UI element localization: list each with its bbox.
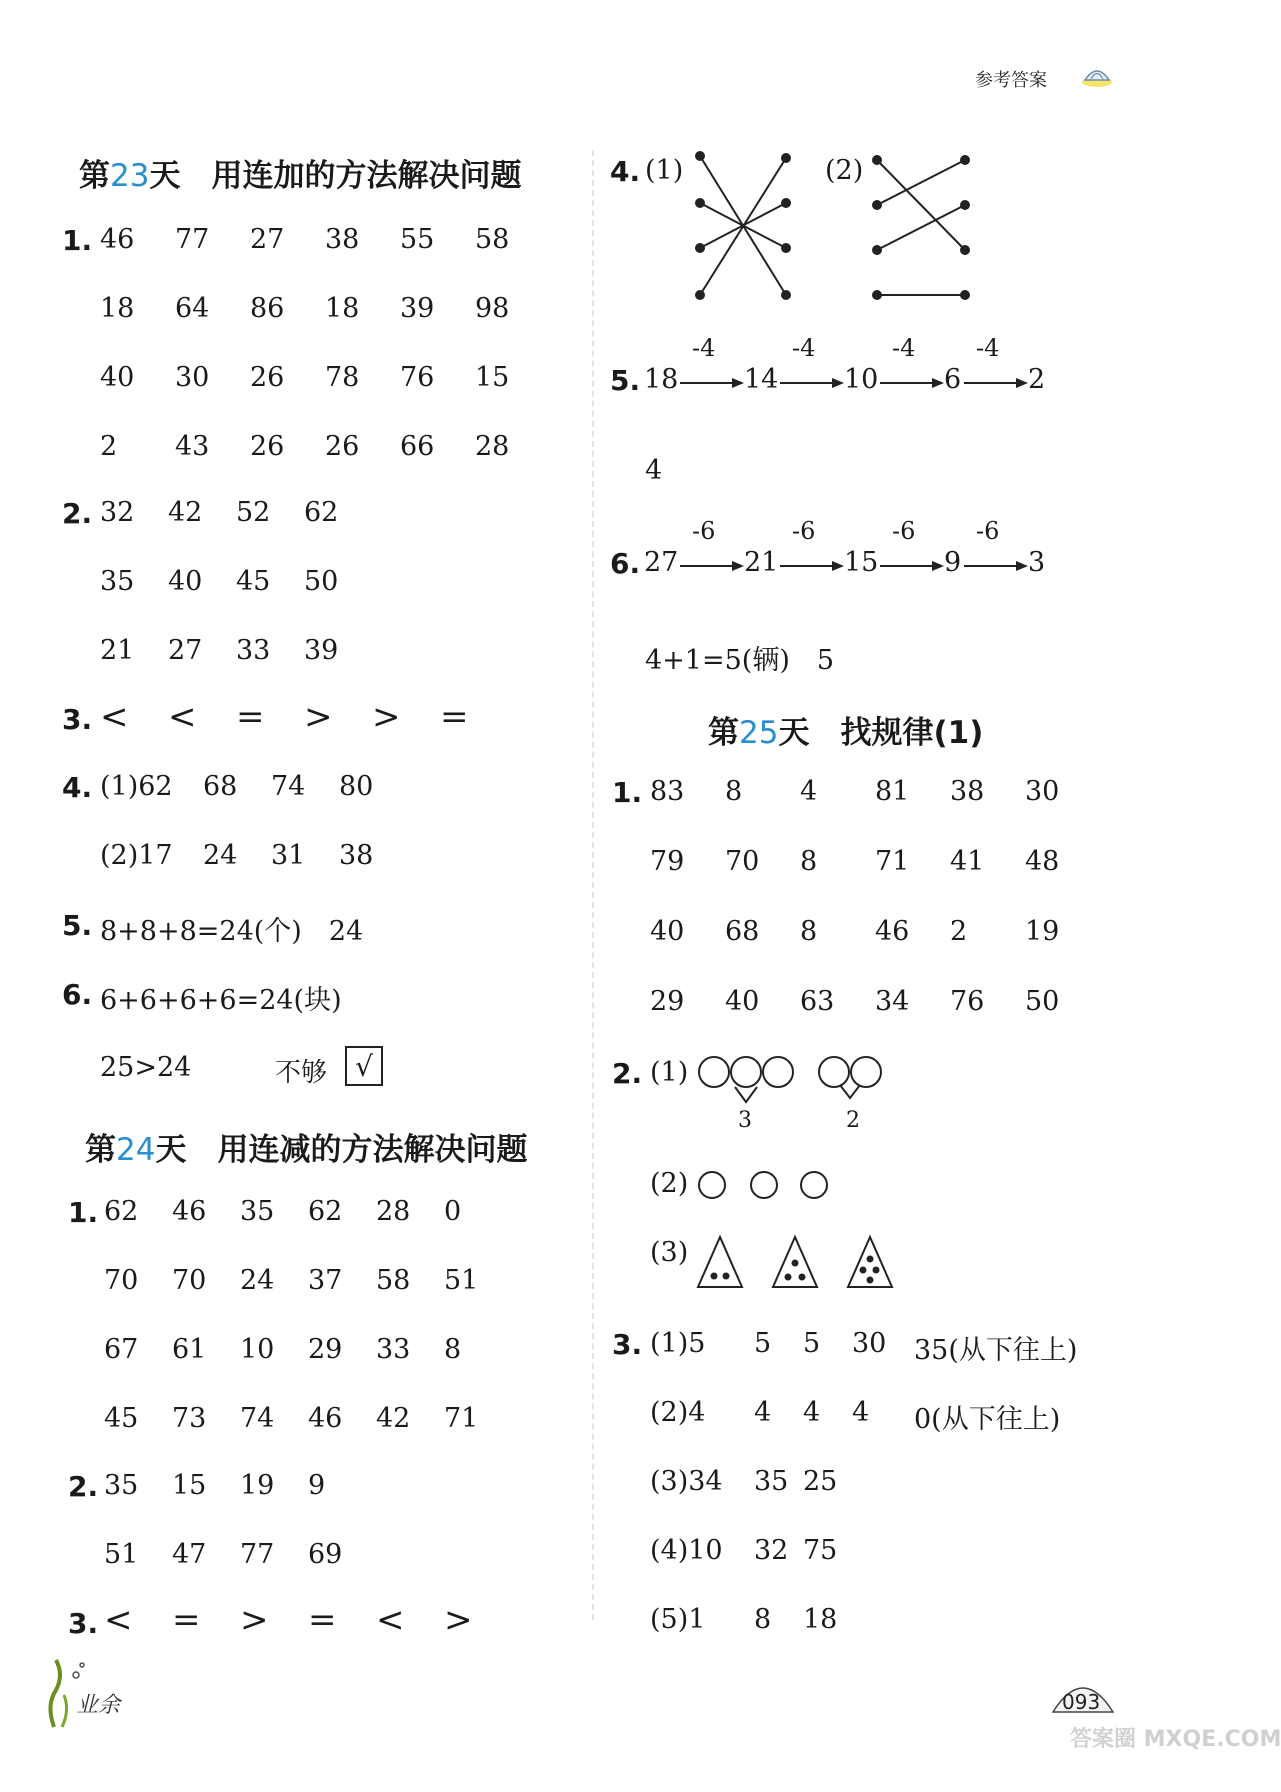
- answer-value: 38: [325, 224, 360, 255]
- answer-value: 39: [304, 635, 339, 666]
- answer-value: 68: [725, 916, 760, 947]
- question-number: 3.: [62, 703, 93, 736]
- answer-value: (5)1: [650, 1604, 706, 1635]
- question-number: 5.: [62, 909, 93, 942]
- answer-value: 9: [308, 1470, 326, 1501]
- check-box: √: [345, 1046, 383, 1086]
- answer-text: 4: [645, 455, 663, 486]
- answer-value: 26: [325, 431, 360, 462]
- answer-value: 42: [376, 1403, 411, 1434]
- question-number: 2.: [62, 497, 93, 530]
- section-title-day23: 第23天 用连加的方法解决问题: [79, 158, 522, 194]
- answer-value: 33: [376, 1334, 411, 1365]
- answer-value: 35: [100, 566, 135, 597]
- chain-operation: -6: [892, 517, 916, 545]
- answer-value: 76: [400, 362, 435, 393]
- answer-value: 33: [236, 635, 271, 666]
- chain-operation: -6: [976, 517, 1000, 545]
- answer-value: 8: [754, 1604, 772, 1635]
- answer-value: 75: [803, 1535, 838, 1566]
- chain-number: 18: [644, 364, 679, 395]
- chain-number: 10: [844, 364, 879, 395]
- answer-value: 24: [240, 1265, 275, 1296]
- answer-value: 70: [725, 846, 760, 877]
- arrow-icon: [680, 376, 746, 390]
- answer-value: 46: [308, 1403, 343, 1434]
- section-title-day24: 第24天 用连减的方法解决问题: [85, 1132, 528, 1168]
- answer-value: 8: [444, 1334, 462, 1365]
- answer-value: 15: [172, 1470, 207, 1501]
- answer-value: 27: [250, 224, 285, 255]
- answer-value: 74: [240, 1403, 275, 1434]
- question-number: 4.: [62, 771, 93, 804]
- answer-value: 70: [104, 1265, 139, 1296]
- answer-text: 6+6+6+6=24(块): [100, 985, 342, 1016]
- answer-value: 79: [650, 846, 685, 877]
- header-label: 参考答案: [975, 70, 1047, 91]
- part-label: (2): [650, 1168, 689, 1199]
- question-number: 6.: [62, 978, 93, 1011]
- footer-logo-text: 业余: [76, 1693, 121, 1718]
- comparison-sign: <: [168, 697, 197, 737]
- chain-operation: -6: [792, 517, 816, 545]
- answer-value: (1)5: [650, 1328, 706, 1359]
- section-title-day25: 第25天 找规律(1): [708, 715, 984, 751]
- answer-value: 30: [175, 362, 210, 393]
- answer-value: 34: [875, 986, 910, 1017]
- chain-number: 15: [844, 547, 879, 578]
- comparison-sign: =: [172, 1600, 201, 1640]
- answer-value: 78: [325, 362, 360, 393]
- answer-value: 45: [104, 1403, 139, 1434]
- count-label: 2: [846, 1108, 860, 1133]
- part-label: (1): [650, 1057, 689, 1088]
- answer-value: 5: [803, 1328, 821, 1359]
- comparison-sign: >: [240, 1600, 269, 1640]
- answer-value: 52: [236, 497, 271, 528]
- comparison-sign: <: [376, 1600, 405, 1640]
- answer-value: 39: [400, 293, 435, 324]
- answer-value: 4: [852, 1397, 870, 1428]
- chain-number: 21: [744, 547, 779, 578]
- answer-value: 55: [400, 224, 435, 255]
- answer-value: 71: [875, 846, 910, 877]
- answer-value: 48: [1025, 846, 1060, 877]
- answer-value: 28: [376, 1196, 411, 1227]
- answer-value: 32: [754, 1535, 789, 1566]
- watermark: 答案圈 MXQE.COM: [1070, 1727, 1281, 1752]
- answer-value: (1)62: [100, 771, 173, 802]
- arrow-icon: [780, 376, 846, 390]
- answer-value: 62: [304, 497, 339, 528]
- answer-value: 51: [104, 1539, 139, 1570]
- comparison-sign: =: [236, 697, 265, 737]
- chain-number: 6: [944, 364, 962, 395]
- answer-value: 68: [203, 771, 238, 802]
- page-number: 093: [1062, 1690, 1101, 1714]
- part-label: (3): [650, 1237, 689, 1268]
- matching-diagram-2: [870, 150, 980, 300]
- comparison-sign: =: [440, 697, 469, 737]
- question-number: 2.: [68, 1470, 99, 1503]
- chain-operation: -6: [692, 517, 716, 545]
- answer-value: 2: [100, 431, 118, 462]
- answer-value: 41: [950, 846, 985, 877]
- arrow-icon: [964, 559, 1030, 573]
- answer-value: 45: [236, 566, 271, 597]
- answer-value: 28: [475, 431, 510, 462]
- chain-operation: -4: [892, 334, 916, 362]
- option-label: 不够: [275, 1058, 328, 1088]
- answer-text: 25>24: [100, 1052, 192, 1083]
- answer-value: (2)17: [100, 840, 173, 871]
- answer-value: 40: [168, 566, 203, 597]
- answer-value: 63: [800, 986, 835, 1017]
- answer-value: 66: [400, 431, 435, 462]
- answer-value: 58: [475, 224, 510, 255]
- arrow-icon: [880, 559, 946, 573]
- answer-value: 37: [308, 1265, 343, 1296]
- part-label: (1): [645, 155, 684, 186]
- answer-value: 38: [950, 776, 985, 807]
- answer-value: 26: [250, 431, 285, 462]
- chain-operation: -4: [976, 334, 1000, 362]
- comparison-sign: =: [308, 1600, 337, 1640]
- answer-value: 46: [172, 1196, 207, 1227]
- answer-value: (4)10: [650, 1535, 723, 1566]
- question-number: 5.: [610, 364, 641, 397]
- chain-number: 3: [1028, 547, 1046, 578]
- three-circles: [696, 1168, 836, 1202]
- answer-value: 0(从下往上): [914, 1404, 1061, 1435]
- answer-value: 86: [250, 293, 285, 324]
- shell-icon: [1080, 62, 1114, 90]
- arrow-icon: [880, 376, 946, 390]
- answer-value: 77: [240, 1539, 275, 1570]
- comparison-sign: >: [444, 1600, 473, 1640]
- answer-value: 30: [1025, 776, 1060, 807]
- answer-value: 51: [444, 1265, 479, 1296]
- answer-value: 38: [339, 840, 374, 871]
- question-number: 1.: [68, 1196, 99, 1229]
- dotted-triangles: [695, 1232, 905, 1292]
- answer-value: 29: [650, 986, 685, 1017]
- answer-value: 83: [650, 776, 685, 807]
- answer-value: 40: [650, 916, 685, 947]
- comparison-sign: >: [372, 697, 401, 737]
- answer-value: 62: [104, 1196, 139, 1227]
- answer-value: 81: [875, 776, 910, 807]
- answer-value: 46: [100, 224, 135, 255]
- answer-value: 0: [444, 1196, 462, 1227]
- question-number: 3.: [612, 1328, 643, 1361]
- answer-value: 50: [304, 566, 339, 597]
- answer-value: 62: [308, 1196, 343, 1227]
- answer-value: 43: [175, 431, 210, 462]
- answer-value: 77: [175, 224, 210, 255]
- answer-value: 35: [754, 1466, 789, 1497]
- question-number: 2.: [612, 1057, 643, 1090]
- answer-value: 35(从下往上): [914, 1335, 1078, 1366]
- answer-text: 4+1=5(辆) 5: [645, 645, 835, 676]
- answer-value: 76: [950, 986, 985, 1017]
- answer-value: 4: [754, 1397, 772, 1428]
- answer-value: 64: [175, 293, 210, 324]
- comparison-sign: <: [104, 1600, 133, 1640]
- answer-value: 70: [172, 1265, 207, 1296]
- answer-value: 26: [250, 362, 285, 393]
- answer-value: 29: [308, 1334, 343, 1365]
- answer-value: 58: [376, 1265, 411, 1296]
- answer-value: 4: [803, 1397, 821, 1428]
- answer-value: 27: [168, 635, 203, 666]
- answer-value: 8: [800, 916, 818, 947]
- question-number: 4.: [610, 155, 641, 188]
- chain-number: 14: [744, 364, 779, 395]
- answer-value: 80: [339, 771, 374, 802]
- answer-value: 73: [172, 1403, 207, 1434]
- answer-value: 31: [271, 840, 306, 871]
- answer-value: 8: [800, 846, 818, 877]
- matching-diagram-1: [690, 150, 810, 300]
- arrow-icon: [680, 559, 746, 573]
- answer-value: 15: [475, 362, 510, 393]
- answer-value: (3)34: [650, 1466, 723, 1497]
- answer-value: 19: [1025, 916, 1060, 947]
- answer-value: 74: [271, 771, 306, 802]
- arrow-icon: [964, 376, 1030, 390]
- chain-number: 27: [644, 547, 679, 578]
- chain-operation: -4: [792, 334, 816, 362]
- answer-value: 40: [725, 986, 760, 1017]
- part-label: (2): [825, 155, 864, 186]
- answer-value: (2)4: [650, 1397, 706, 1428]
- question-number: 1.: [62, 224, 93, 257]
- column-divider: [592, 150, 594, 1620]
- comparison-sign: <: [100, 697, 129, 737]
- answer-value: 18: [100, 293, 135, 324]
- answer-value: 61: [172, 1334, 207, 1365]
- answer-value: 25: [803, 1466, 838, 1497]
- answer-value: 19: [240, 1470, 275, 1501]
- chain-number: 2: [1028, 364, 1046, 395]
- comparison-sign: >: [304, 697, 333, 737]
- answer-value: 50: [1025, 986, 1060, 1017]
- answer-value: 67: [104, 1334, 139, 1365]
- answer-value: 18: [803, 1604, 838, 1635]
- answer-value: 8: [725, 776, 743, 807]
- answer-value: 4: [800, 776, 818, 807]
- answer-value: 71: [444, 1403, 479, 1434]
- answer-value: 5: [754, 1328, 772, 1359]
- answer-value: 42: [168, 497, 203, 528]
- answer-value: 40: [100, 362, 135, 393]
- chain-number: 9: [944, 547, 962, 578]
- answer-value: 46: [875, 916, 910, 947]
- count-label: 3: [738, 1108, 752, 1133]
- answer-value: 30: [852, 1328, 887, 1359]
- answer-value: 21: [100, 635, 135, 666]
- chain-operation: -4: [692, 334, 716, 362]
- arrow-icon: [780, 559, 846, 573]
- question-number: 3.: [68, 1607, 99, 1640]
- question-number: 6.: [610, 547, 641, 580]
- answer-value: 35: [104, 1470, 139, 1501]
- answer-text: 8+8+8=24(个) 24: [100, 916, 364, 947]
- answer-value: 2: [950, 916, 968, 947]
- answer-value: 24: [203, 840, 238, 871]
- answer-value: 35: [240, 1196, 275, 1227]
- answer-value: 98: [475, 293, 510, 324]
- answer-value: 32: [100, 497, 135, 528]
- answer-value: 18: [325, 293, 360, 324]
- answer-value: 47: [172, 1539, 207, 1570]
- circles-diagram: [695, 1052, 895, 1132]
- question-number: 1.: [612, 776, 643, 809]
- answer-value: 10: [240, 1334, 275, 1365]
- answer-value: 69: [308, 1539, 343, 1570]
